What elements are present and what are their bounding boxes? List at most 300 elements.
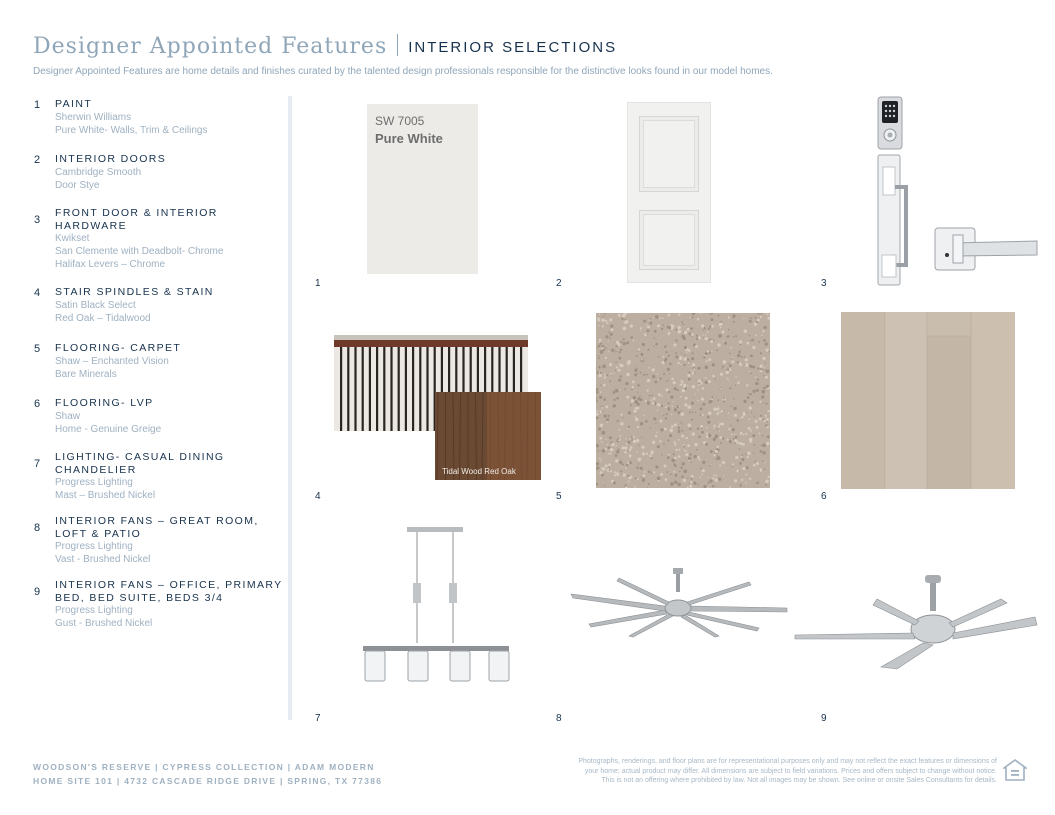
carpet-fiber bbox=[598, 357, 600, 359]
carpet-fiber bbox=[673, 381, 676, 384]
paint-swatch-image bbox=[367, 104, 478, 274]
carpet-fiber bbox=[659, 317, 661, 319]
carpet-fiber bbox=[765, 343, 768, 346]
image-label-2: 2 bbox=[556, 278, 562, 289]
carpet-fiber bbox=[726, 335, 729, 338]
carpet-fiber bbox=[674, 423, 677, 426]
carpet-fiber bbox=[727, 368, 729, 370]
carpet-fiber bbox=[667, 439, 669, 441]
carpet-fiber bbox=[678, 439, 680, 441]
carpet-fiber bbox=[721, 410, 723, 412]
carpet-fiber bbox=[623, 327, 627, 331]
image-label-6: 6 bbox=[821, 491, 827, 502]
carpet-fiber bbox=[734, 414, 737, 417]
carpet-fiber bbox=[757, 323, 758, 324]
carpet-fiber bbox=[648, 367, 650, 369]
image-label-5: 5 bbox=[556, 491, 562, 502]
carpet-fiber bbox=[640, 330, 641, 331]
carpet-fiber bbox=[677, 389, 679, 391]
carpet-fiber bbox=[641, 359, 643, 361]
carpet-fiber bbox=[682, 423, 683, 424]
carpet-fiber bbox=[615, 389, 617, 391]
carpet-fiber bbox=[687, 328, 690, 331]
carpet-fiber bbox=[637, 392, 638, 393]
carpet-fiber bbox=[682, 462, 685, 465]
carpet-fiber bbox=[613, 481, 616, 484]
item-heading: INTERIOR FANS – OFFICE, PRIMARY bbox=[55, 579, 283, 591]
carpet-fiber bbox=[740, 418, 741, 419]
carpet-fiber bbox=[735, 384, 736, 385]
carpet-fiber bbox=[708, 433, 710, 435]
carpet-fiber bbox=[658, 404, 661, 407]
carpet-fiber bbox=[635, 477, 637, 479]
list-item bbox=[34, 98, 284, 137]
carpet-fiber bbox=[717, 399, 719, 401]
carpet-fiber bbox=[765, 362, 766, 363]
spindle bbox=[412, 347, 414, 431]
carpet-fiber bbox=[737, 419, 739, 421]
carpet-fiber bbox=[673, 343, 676, 346]
carpet-fiber bbox=[712, 477, 714, 479]
carpet-fiber bbox=[609, 363, 612, 366]
carpet-fiber bbox=[637, 373, 638, 374]
carpet-fiber bbox=[626, 464, 628, 466]
carpet-fiber bbox=[698, 336, 700, 338]
item-heading: CHANDELIER bbox=[55, 463, 137, 476]
carpet-fiber bbox=[701, 324, 704, 327]
carpet-fiber bbox=[659, 440, 661, 442]
carpet-fiber bbox=[598, 355, 599, 356]
carpet-fiber bbox=[610, 448, 614, 452]
carpet-fiber bbox=[601, 441, 603, 443]
carpet-fiber bbox=[670, 429, 674, 433]
carpet-fiber bbox=[697, 456, 700, 459]
carpet-fiber bbox=[766, 442, 769, 445]
carpet-fiber bbox=[740, 442, 743, 445]
carpet-fiber bbox=[632, 386, 634, 388]
item-number: 2 bbox=[34, 154, 41, 166]
carpet-fiber bbox=[713, 438, 716, 441]
carpet-fiber bbox=[608, 351, 610, 353]
carpet-fiber bbox=[684, 364, 686, 366]
carpet-fiber bbox=[674, 443, 676, 445]
carpet-fiber bbox=[622, 417, 623, 418]
carpet-fiber bbox=[660, 428, 663, 431]
carpet-fiber bbox=[623, 314, 626, 317]
carpet-fiber bbox=[731, 360, 734, 363]
carpet-fiber bbox=[762, 435, 764, 437]
carpet-fiber bbox=[666, 413, 668, 415]
five-blade-fan-image bbox=[793, 573, 1038, 671]
carpet-fiber bbox=[657, 446, 658, 447]
carpet-fiber bbox=[696, 338, 698, 340]
carpet-fiber bbox=[624, 451, 627, 454]
carpet-fiber bbox=[760, 368, 762, 370]
carpet-fiber bbox=[647, 401, 649, 403]
carpet-fiber bbox=[599, 314, 600, 315]
item-detail: Cambridge Smooth bbox=[55, 166, 142, 178]
carpet-fiber bbox=[618, 369, 621, 372]
carpet-fiber bbox=[623, 342, 626, 345]
carpet-fiber bbox=[634, 369, 637, 372]
carpet-fiber bbox=[733, 314, 736, 317]
carpet-fiber bbox=[605, 448, 607, 450]
carpet-fiber bbox=[707, 331, 709, 333]
carpet-fiber bbox=[625, 467, 627, 469]
carpet-fiber bbox=[621, 474, 622, 475]
carpet-fiber bbox=[738, 351, 741, 354]
carpet-fiber bbox=[685, 450, 687, 452]
carpet-fiber bbox=[653, 346, 654, 347]
carpet-fiber bbox=[756, 389, 759, 392]
carpet-fiber bbox=[600, 391, 602, 393]
carpet-fiber bbox=[764, 462, 765, 463]
carpet-fiber bbox=[597, 367, 599, 369]
carpet-fiber bbox=[691, 333, 693, 335]
carpet-fiber bbox=[651, 457, 653, 459]
carpet-fiber bbox=[712, 485, 714, 487]
carpet-fiber bbox=[716, 349, 718, 351]
item-detail: Shaw – Enchanted Vision bbox=[55, 355, 169, 367]
carpet-fiber bbox=[608, 453, 610, 455]
page-header bbox=[33, 34, 617, 59]
carpet-fiber bbox=[663, 415, 664, 416]
carpet-fiber bbox=[753, 390, 756, 393]
carpet-fiber bbox=[702, 414, 704, 416]
carpet-fiber bbox=[729, 364, 732, 367]
carpet-fiber bbox=[605, 335, 608, 338]
carpet-fiber bbox=[681, 353, 682, 354]
carpet-fiber bbox=[643, 415, 645, 417]
carpet-fiber bbox=[690, 370, 692, 372]
item-detail: San Clemente with Deadbolt- Chrome bbox=[55, 246, 224, 257]
list-item bbox=[34, 515, 284, 566]
carpet-fiber bbox=[618, 379, 621, 382]
carpet-fiber bbox=[690, 481, 692, 483]
carpet-fiber bbox=[689, 483, 690, 484]
carpet-fiber bbox=[642, 452, 645, 455]
carpet-fiber bbox=[687, 444, 690, 447]
item-detail: Satin Black Select bbox=[55, 299, 136, 311]
carpet-fiber bbox=[604, 414, 607, 417]
carpet-fiber bbox=[658, 379, 659, 380]
carpet-fiber bbox=[657, 374, 658, 375]
item-detail: Bare Minerals bbox=[55, 368, 117, 380]
carpet-fiber bbox=[680, 422, 682, 424]
carpet-fiber bbox=[745, 363, 749, 367]
swatch-code: SW 7005 bbox=[375, 114, 425, 128]
carpet-fiber bbox=[755, 334, 757, 336]
carpet-fiber bbox=[625, 382, 628, 385]
carpet-fiber bbox=[627, 450, 628, 451]
carpet-fiber bbox=[748, 393, 750, 395]
carpet-fiber bbox=[714, 435, 718, 439]
carpet-fiber bbox=[763, 420, 765, 422]
carpet-fiber bbox=[695, 345, 698, 348]
carpet-fiber bbox=[717, 429, 719, 431]
carpet-fiber bbox=[765, 484, 767, 486]
carpet-fiber bbox=[689, 411, 691, 413]
carpet-fiber bbox=[679, 471, 681, 473]
carpet-fiber bbox=[655, 435, 658, 438]
carpet-fiber bbox=[741, 458, 744, 461]
carpet-fiber bbox=[637, 384, 640, 387]
carpet-fiber bbox=[719, 465, 721, 467]
carpet-fiber bbox=[626, 443, 628, 445]
disclaimer-line: Photographs, renderings, and floor plans are for representational purposes only and may not reflect the exact features or dimensions of bbox=[578, 758, 997, 765]
carpet-fiber bbox=[648, 483, 650, 485]
spindle bbox=[369, 347, 371, 431]
carpet-fiber bbox=[717, 446, 719, 448]
page-title: Designer Appointed Features bbox=[33, 34, 388, 59]
carpet-fiber bbox=[722, 368, 723, 369]
carpet-fiber bbox=[597, 450, 599, 452]
carpet-fiber bbox=[632, 381, 635, 384]
carpet-fiber bbox=[697, 428, 699, 430]
carpet-fiber bbox=[741, 456, 743, 458]
carpet-fiber bbox=[606, 418, 609, 421]
carpet-fiber bbox=[747, 396, 750, 399]
carpet-fiber bbox=[691, 357, 694, 360]
carpet-fiber bbox=[647, 379, 650, 382]
carpet-fiber bbox=[652, 403, 654, 405]
carpet-fiber bbox=[714, 425, 716, 427]
carpet-fiber bbox=[713, 478, 715, 480]
carpet-fiber bbox=[713, 427, 715, 429]
item-number: 9 bbox=[34, 586, 41, 598]
carpet-fiber bbox=[637, 398, 640, 401]
carpet-fiber bbox=[703, 485, 706, 488]
carpet-fiber bbox=[719, 436, 722, 439]
list-item bbox=[34, 397, 284, 436]
carpet-fiber bbox=[723, 475, 724, 476]
carpet-fiber bbox=[698, 436, 701, 439]
carpet-fiber bbox=[649, 322, 652, 325]
carpet-fiber bbox=[620, 470, 622, 472]
carpet-fiber bbox=[739, 485, 740, 486]
carpet-fiber bbox=[732, 357, 733, 358]
carpet-fiber bbox=[722, 366, 724, 368]
carpet-fiber bbox=[611, 328, 614, 331]
carpet-fiber bbox=[761, 395, 764, 398]
carpet-fiber bbox=[650, 427, 651, 428]
carpet-fiber bbox=[651, 399, 653, 401]
carpet-fiber bbox=[700, 414, 702, 416]
carpet-fiber bbox=[620, 414, 622, 416]
carpet-fiber bbox=[700, 477, 701, 478]
carpet-fiber bbox=[690, 317, 692, 319]
carpet-fiber bbox=[663, 356, 665, 358]
carpet-fiber bbox=[607, 421, 609, 423]
carpet-fiber bbox=[597, 318, 600, 321]
carpet-fiber bbox=[753, 444, 755, 446]
carpet-fiber bbox=[755, 317, 757, 319]
carpet-fiber bbox=[720, 373, 723, 376]
carpet-fiber bbox=[610, 333, 613, 336]
carpet-fiber bbox=[624, 388, 626, 390]
carpet-fiber bbox=[658, 356, 660, 358]
carpet-fiber bbox=[630, 336, 633, 339]
carpet-fiber bbox=[674, 457, 677, 460]
carpet-fiber bbox=[683, 324, 685, 326]
carpet-fiber bbox=[617, 420, 619, 422]
carpet-fiber bbox=[646, 324, 647, 325]
carpet-fiber bbox=[684, 403, 687, 406]
carpet-fiber bbox=[599, 437, 602, 440]
carpet-fiber bbox=[630, 446, 633, 449]
carpet-fiber bbox=[600, 385, 601, 386]
carpet-fiber bbox=[700, 468, 702, 470]
carpet-fiber bbox=[681, 410, 682, 411]
carpet-fiber bbox=[675, 352, 677, 354]
list-item bbox=[34, 342, 284, 381]
carpet-fiber bbox=[636, 467, 638, 469]
carpet-fiber bbox=[766, 393, 767, 394]
carpet-fiber bbox=[603, 384, 606, 387]
carpet-fiber bbox=[683, 479, 686, 482]
item-detail: Home - Genuine Greige bbox=[55, 423, 162, 435]
carpet-fiber bbox=[706, 360, 708, 362]
carpet-fiber bbox=[766, 403, 768, 405]
carpet-fiber bbox=[620, 375, 622, 377]
carpet-fiber bbox=[689, 460, 691, 462]
carpet-fiber bbox=[743, 400, 746, 403]
carpet-fiber bbox=[623, 338, 625, 340]
carpet-fiber bbox=[759, 418, 762, 421]
carpet-fiber bbox=[723, 397, 725, 399]
carpet-fiber bbox=[703, 330, 704, 331]
carpet-fiber bbox=[671, 414, 672, 415]
carpet-fiber bbox=[692, 432, 695, 435]
carpet-fiber bbox=[737, 354, 740, 357]
carpet-fiber bbox=[618, 449, 620, 451]
carpet-fiber bbox=[732, 466, 733, 467]
carpet-fiber bbox=[641, 437, 642, 438]
carpet-fiber bbox=[628, 361, 631, 364]
carpet-fiber bbox=[749, 335, 750, 336]
carpet-fiber bbox=[670, 473, 672, 475]
carpet-fiber bbox=[744, 356, 746, 358]
carpet-fiber bbox=[680, 412, 684, 416]
carpet-fiber bbox=[760, 415, 762, 417]
carpet-fiber bbox=[636, 367, 638, 369]
carpet-fiber bbox=[668, 391, 670, 393]
carpet-fiber bbox=[765, 370, 766, 371]
carpet-fiber bbox=[712, 363, 715, 366]
carpet-fiber bbox=[647, 329, 650, 332]
carpet-fiber bbox=[678, 411, 681, 414]
carpet-fiber bbox=[675, 329, 677, 331]
carpet-fiber bbox=[705, 352, 708, 355]
carpet-fiber bbox=[640, 422, 643, 425]
carpet-fiber bbox=[756, 426, 759, 429]
carpet-fiber bbox=[716, 408, 719, 411]
carpet-fiber bbox=[655, 381, 658, 384]
carpet-fiber bbox=[708, 482, 710, 484]
carpet-fiber bbox=[682, 430, 684, 432]
carpet-fiber bbox=[630, 439, 632, 441]
carpet-fiber bbox=[667, 456, 670, 459]
carpet-sample-image bbox=[596, 313, 770, 488]
carpet-fiber bbox=[768, 410, 770, 412]
carpet-fiber bbox=[598, 325, 599, 326]
carpet-fiber bbox=[649, 455, 651, 457]
image-label-8: 8 bbox=[556, 713, 562, 724]
carpet-fiber bbox=[645, 420, 648, 423]
carpet-fiber bbox=[697, 318, 699, 320]
carpet-fiber bbox=[684, 470, 688, 474]
carpet-fiber bbox=[629, 449, 631, 451]
carpet-fiber bbox=[751, 401, 753, 403]
carpet-fiber bbox=[700, 425, 703, 428]
carpet-fiber bbox=[604, 485, 605, 486]
carpet-fiber bbox=[736, 470, 739, 473]
carpet-fiber bbox=[673, 471, 675, 473]
carpet-fiber bbox=[745, 433, 747, 435]
carpet-fiber bbox=[628, 476, 631, 479]
carpet-fiber bbox=[739, 448, 740, 449]
carpet-fiber bbox=[750, 317, 752, 319]
carpet-fiber bbox=[745, 358, 748, 361]
carpet-fiber bbox=[610, 453, 612, 455]
carpet-fiber bbox=[700, 408, 703, 411]
carpet-fiber bbox=[681, 381, 683, 383]
carpet-fiber bbox=[676, 449, 678, 451]
carpet-fiber bbox=[735, 376, 737, 378]
carpet-fiber bbox=[653, 317, 654, 318]
carpet-fiber bbox=[609, 467, 610, 468]
list-item bbox=[34, 286, 284, 325]
carpet-fiber bbox=[647, 326, 650, 329]
carpet-fiber bbox=[749, 320, 752, 323]
item-number: 6 bbox=[34, 398, 41, 410]
carpet-fiber bbox=[745, 474, 747, 476]
carpet-fiber bbox=[655, 423, 656, 424]
carpet-fiber bbox=[636, 451, 638, 453]
carpet-fiber bbox=[616, 345, 618, 347]
carpet-fiber bbox=[678, 427, 680, 429]
carpet-fiber bbox=[735, 436, 738, 439]
carpet-fiber bbox=[673, 463, 675, 465]
carpet-fiber bbox=[755, 376, 757, 378]
carpet-fiber bbox=[742, 454, 744, 456]
carpet-fiber bbox=[745, 482, 747, 484]
carpet-fiber bbox=[630, 325, 633, 328]
carpet-fiber bbox=[743, 434, 745, 436]
carpet-fiber bbox=[654, 330, 657, 333]
carpet-fiber bbox=[661, 454, 662, 455]
carpet-fiber bbox=[694, 455, 697, 458]
carpet-fiber bbox=[620, 422, 623, 425]
carpet-fiber bbox=[661, 395, 663, 397]
carpet-fiber bbox=[757, 379, 759, 381]
spindle bbox=[347, 347, 349, 431]
carpet-fiber bbox=[696, 449, 698, 451]
carpet-fiber bbox=[637, 478, 639, 480]
carpet-fiber bbox=[638, 403, 640, 405]
item-number: 3 bbox=[34, 214, 41, 226]
carpet-fiber bbox=[750, 365, 753, 368]
carpet-fiber bbox=[678, 330, 680, 332]
carpet-fiber bbox=[754, 323, 757, 326]
carpet-fiber bbox=[666, 388, 669, 391]
carpet-fiber bbox=[628, 441, 631, 444]
carpet-fiber bbox=[695, 394, 696, 395]
carpet-fiber bbox=[636, 355, 638, 357]
carpet-fiber bbox=[665, 351, 667, 353]
carpet-fiber bbox=[663, 373, 665, 375]
carpet-fiber bbox=[665, 358, 668, 361]
